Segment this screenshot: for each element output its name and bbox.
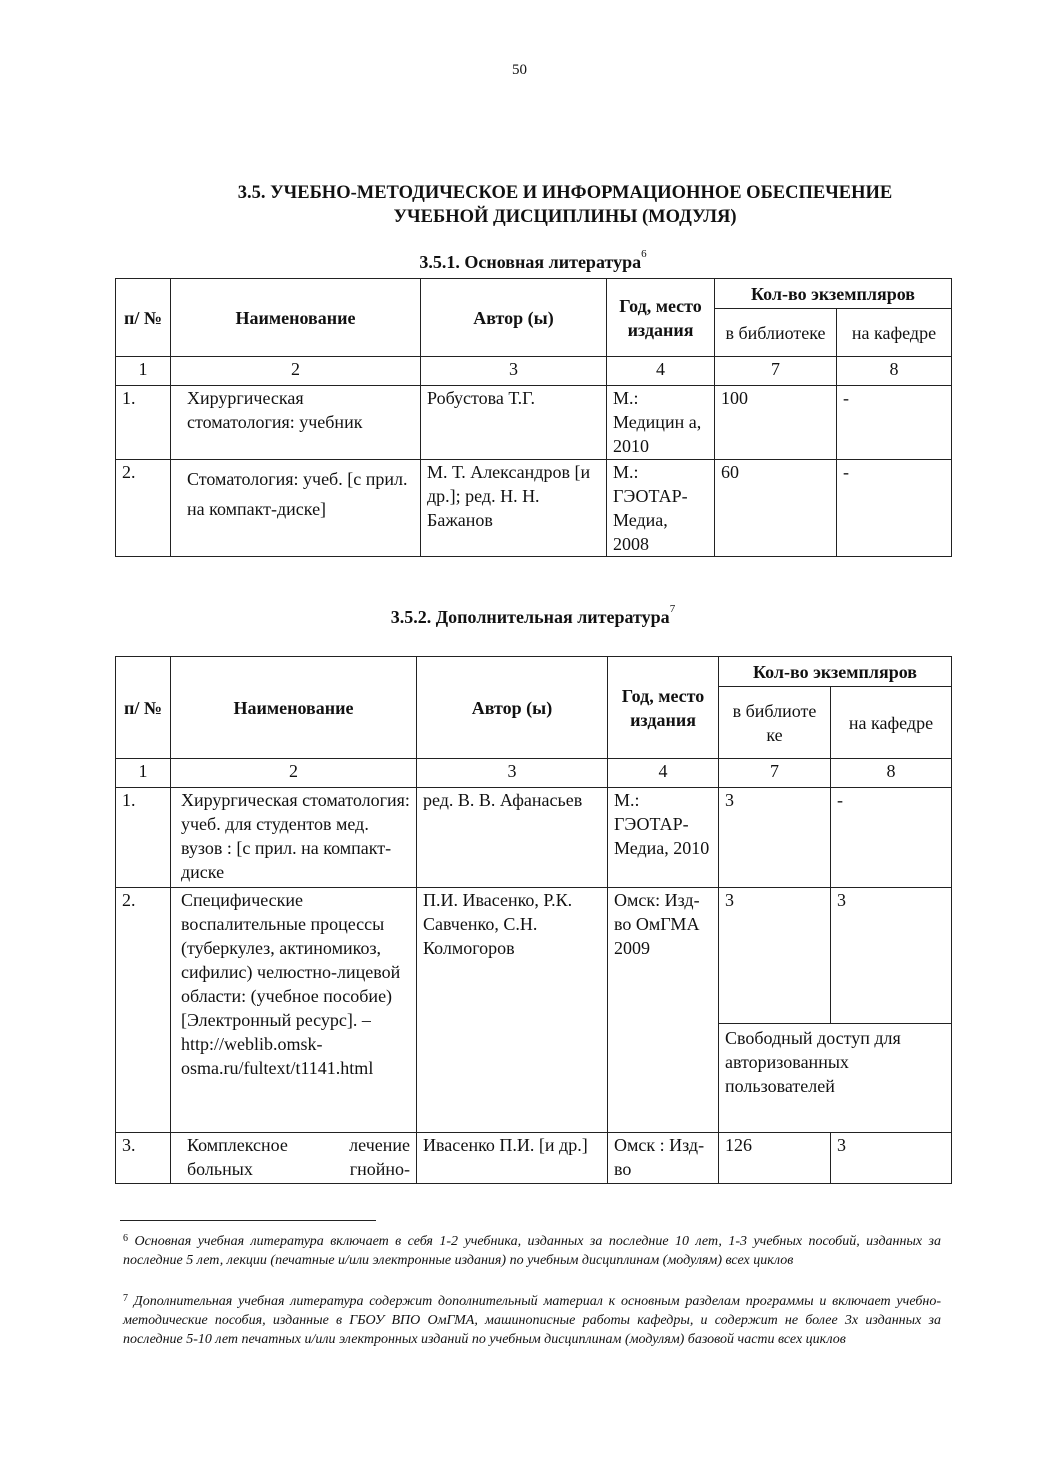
row-name: Хирургическая стоматология: учебник: [171, 386, 421, 460]
table-row: [116, 460, 952, 557]
header-copies: Кол-во экземпляров: [715, 279, 952, 309]
additional-literature-table: [115, 656, 952, 1184]
col-number: 2: [171, 759, 417, 788]
additional-literature-title-text: 3.5.2. Дополнительная литература: [390, 607, 670, 627]
header-year: Год, место издания: [608, 657, 719, 759]
row-author: Робустова Т.Г.: [421, 386, 607, 460]
row-name: Комплексное лечение больных гнойно-: [171, 1133, 417, 1184]
header-year: Год, место издания: [607, 279, 715, 357]
header-author: Автор (ы): [417, 657, 608, 759]
header-department: на кафедре: [831, 687, 952, 759]
heading-line-2: УЧЕБНОЙ ДИСЦИПЛИНЫ (МОДУЛЯ): [393, 207, 737, 227]
row-year: Омск : Изд-во: [608, 1133, 719, 1184]
row-num: 3.: [116, 1133, 171, 1184]
col-number: 8: [831, 759, 952, 788]
row-department: -: [837, 460, 952, 557]
row-library: 126: [719, 1133, 831, 1184]
footnote-mark: 7: [123, 1293, 128, 1304]
header-author: Автор (ы): [421, 279, 607, 357]
main-literature-title: [115, 248, 951, 273]
row-name: Специфические воспалительные процессы (туберкулез, актиномикоз, сифилис) челюстно-лицевой области: (учебное пособие) [Электронный ресурс]. – http://weblib.omsk-osma.ru/fultext/t1141.html: [171, 888, 417, 1133]
col-number: 1: [116, 357, 171, 386]
footnote-7: [123, 1292, 941, 1349]
col-number: 8: [837, 357, 952, 386]
footnote-separator: [120, 1220, 376, 1221]
header-library: в библиотеке: [715, 309, 837, 357]
col-number: 4: [607, 357, 715, 386]
row-num: 2.: [116, 460, 171, 557]
col-number: 4: [608, 759, 719, 788]
row-department: 3: [831, 888, 952, 1024]
row-year: М.: ГЭОТАР-Медиа, 2010: [608, 788, 719, 888]
row-num: 1.: [116, 386, 171, 460]
row-library: 3: [719, 788, 831, 888]
row-num: 1.: [116, 788, 171, 888]
header-name: Наименование: [171, 657, 417, 759]
row-library: 60: [715, 460, 837, 557]
footnote-ref-7: 7: [669, 603, 676, 615]
footnote-text: Дополнительная учебная литература содержит дополнительный материал к основным разделам программы и включает учебно-методические пособия, изданные в ГБОУ ВПО ОмГМА, машинописные работы кафедры, и содержит не более 3х изданных за последние 5-10 лет печатных и/или электронных изданий по учебным дисциплинам (модулям) базовой части всех циклов: [123, 1294, 941, 1347]
header-copies: Кол-во экземпляров: [719, 657, 952, 687]
footnote-ref-6: 6: [641, 248, 647, 260]
col-number: 7: [719, 759, 831, 788]
row-department: 3: [831, 1133, 952, 1184]
additional-literature-title: [115, 603, 951, 628]
table-row: [116, 1133, 952, 1184]
page-number: 50: [512, 62, 527, 78]
row-library: 3: [719, 888, 831, 1024]
row-author: Ивасенко П.И. [и др.]: [417, 1133, 608, 1184]
table-row: [116, 888, 952, 1024]
footnote-6: [123, 1232, 941, 1270]
row-department: -: [831, 788, 952, 888]
footnote-text: Основная учебная литература включает в себя 1-2 учебника, изданных за последние 10 лет, 1-3 учебных пособий, изданных за последние 5 лет, лекции (печатные и/или электронные издания) по учебным дисциплинам (модулям) всех циклов: [123, 1234, 942, 1268]
section-heading: [150, 181, 980, 229]
row-year: М.: ГЭОТАР-Медиа, 2008: [607, 460, 715, 557]
footnote-mark: 6: [123, 1233, 128, 1244]
col-number: 1: [116, 759, 171, 788]
header-name: Наименование: [171, 279, 421, 357]
header-library: в библиоте ке: [719, 687, 831, 759]
row-num: 2.: [116, 888, 171, 1133]
row-department: -: [837, 386, 952, 460]
header-department: на кафедре: [837, 309, 952, 357]
table-row: [116, 788, 952, 888]
row-author: ред. В. В. Афанасьев: [417, 788, 608, 888]
header-num: п/ №: [116, 279, 171, 357]
col-number: 3: [421, 357, 607, 386]
row-library: 100: [715, 386, 837, 460]
row-year: Омск: Изд-во ОмГМА 2009: [608, 888, 719, 1133]
col-number: 3: [417, 759, 608, 788]
row-author: П.И. Ивасенко, Р.К. Савченко, С.Н. Колмогоров: [417, 888, 608, 1133]
col-number: 7: [715, 357, 837, 386]
table-row: [116, 386, 952, 460]
main-literature-title-text: 3.5.1. Основная литература: [419, 252, 642, 272]
row-year: М.: Медицин а, 2010: [607, 386, 715, 460]
header-num: п/ №: [116, 657, 171, 759]
row-access-note: Свободный доступ для авторизованных пользователей: [719, 1024, 952, 1133]
main-literature-table: [115, 278, 952, 557]
row-name: Хирургическая стоматология: учеб. для студентов мед. вузов : [с прил. на компакт-диске: [171, 788, 417, 888]
row-name: Стоматология: учеб. [с прил. на компакт-диске]: [171, 460, 421, 557]
col-number: 2: [171, 357, 421, 386]
row-author: М. Т. Александров [и др.]; ред. Н. Н. Бажанов: [421, 460, 607, 557]
heading-line-1: 3.5. УЧЕБНО-МЕТОДИЧЕСКОЕ И ИНФОРМАЦИОННОЕ ОБЕСПЕЧЕНИЕ: [237, 183, 893, 203]
